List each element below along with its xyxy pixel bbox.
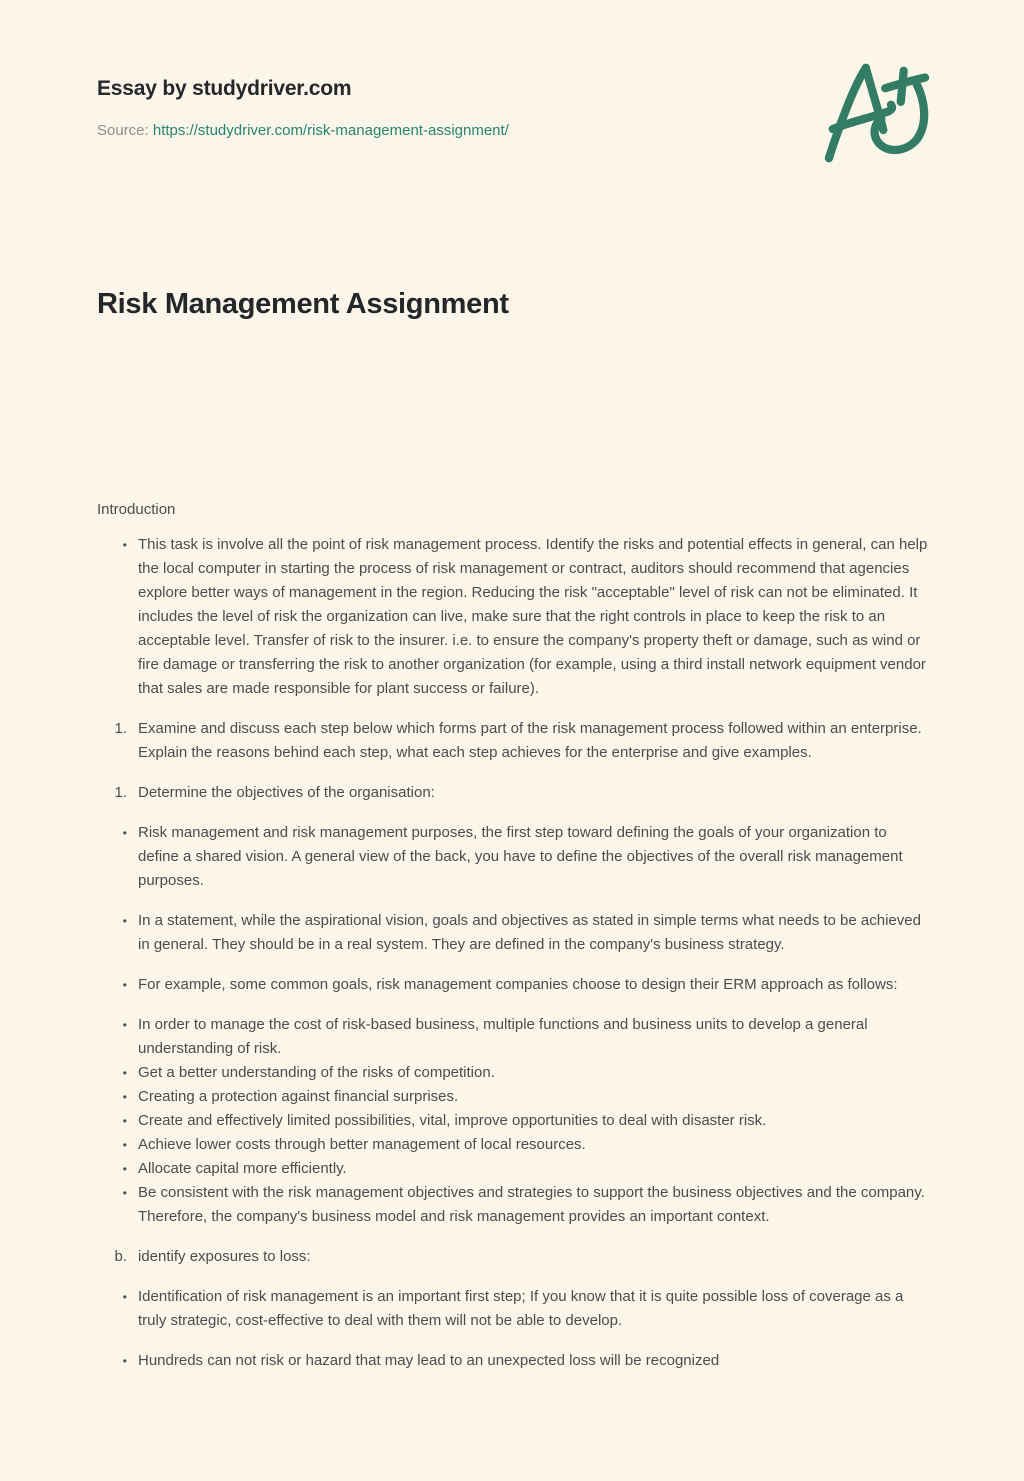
list-item <box>97 1109 930 1133</box>
list-marker: • <box>122 1089 127 1104</box>
list-item-text: Get a better understanding of the risks of competition. <box>138 1063 495 1081</box>
list-item-text: Determine the objectives of the organisation: <box>138 783 435 801</box>
header-title: Essay by studydriver.com <box>97 77 352 100</box>
aplus-logo-icon <box>823 62 930 169</box>
list-item <box>97 909 930 957</box>
list-item-text: Achieve lower costs through better management of local resources. <box>138 1135 586 1153</box>
list-item <box>97 1245 930 1269</box>
list-item <box>97 1085 930 1109</box>
source-label: Source: <box>97 122 149 140</box>
source-row <box>97 121 509 141</box>
list-item <box>97 1349 930 1373</box>
page-header <box>97 76 930 169</box>
list-item <box>97 1285 930 1333</box>
document-title: Risk Management Assignment <box>97 288 509 320</box>
list-marker: • <box>122 977 127 992</box>
list-item-text: identify exposures to loss: <box>138 1247 311 1265</box>
header-text-group <box>97 76 509 141</box>
list-item-text: For example, some common goals, risk management companies choose to design their ERM approach as follows: <box>138 975 898 993</box>
list-item <box>97 973 930 997</box>
list-marker: • <box>122 1289 127 1304</box>
content-blocks <box>97 517 930 1373</box>
source-link[interactable]: https://studydriver.com/risk-management-assignment/ <box>152 122 509 140</box>
list-item-text: Allocate capital more efficiently. <box>138 1159 347 1177</box>
list-item <box>97 1061 930 1085</box>
list-item <box>97 533 930 701</box>
list-item <box>97 717 930 765</box>
list-marker: • <box>122 1113 127 1128</box>
list-item-text: Create and effectively limited possibilities, vital, improve opportunities to deal with disaster risk. <box>138 1111 767 1129</box>
list-item <box>97 781 930 805</box>
list-item <box>97 1157 930 1181</box>
list-marker: b. <box>114 1247 127 1265</box>
list-item <box>97 1013 930 1061</box>
list-item-text: Identification of risk management is an important first step; If you know that it is quite possible loss of coverage as a truly strategic, cost-effective to deal with them will not be able to develop. <box>138 1287 904 1329</box>
list-marker: • <box>122 1137 127 1152</box>
list-item-text: Creating a protection against financial surprises. <box>138 1087 459 1105</box>
list-item <box>97 821 930 893</box>
list-marker: • <box>122 1017 127 1032</box>
list-item-text: This task is involve all the point of risk management process. Identify the risks and potential effects in general, can help the local computer in starting the process of risk management or contract, auditors should recommend that agencies explore better ways of management in the region. Reducing the risk "acceptable" level of risk can not be eliminated. It includes the level of risk the organization can live, make sure that the right controls in place to keep the risk to an acceptable level. Transfer of risk to the insurer. i.e. to ensure the company's property theft or damage, such as wind or fire damage or transferring the risk to another organization (for example, using a third install network equipment vendor that sales are made responsible for plant success or failure). <box>138 535 928 697</box>
list-item-text: Risk management and risk management purposes, the first step toward defining the goals of your organization to define a shared vision. A general view of the back, you have to define the objectives of the overall risk management purposes. <box>138 823 903 889</box>
list-marker: • <box>122 1065 127 1080</box>
list-marker: • <box>122 1185 127 1200</box>
list-item <box>97 1133 930 1157</box>
list-marker: • <box>122 1161 127 1176</box>
list-item-text: In order to manage the cost of risk-based business, multiple functions and business units to develop a general understanding of risk. <box>138 1015 868 1057</box>
list-marker: 1. <box>114 783 127 801</box>
list-marker: • <box>122 825 127 840</box>
list-marker: • <box>122 537 127 552</box>
list-item-text: Hundreds can not risk or hazard that may lead to an unexpected loss will be recognized <box>138 1351 720 1369</box>
list-item <box>97 1181 930 1229</box>
list-marker: • <box>122 1353 127 1368</box>
list-item-text: In a statement, while the aspirational vision, goals and objectives as stated in simple terms what needs to be achieved in general. They should be in a real system. They are defined in the company's business strategy. <box>138 911 921 953</box>
list-item-text: Be consistent with the risk management objectives and strategies to support the business objectives and the company. Therefore, the company's business model and risk management provides an important context. <box>138 1183 925 1225</box>
list-item-text: Examine and discuss each step below which forms part of the risk management process followed within an enterprise. Explain the reasons behind each step, what each step achieves for the enterprise and give examples. <box>138 719 922 761</box>
list-marker: • <box>122 913 127 928</box>
list-marker: 1. <box>114 719 127 737</box>
introduction-label: Introduction <box>97 500 176 518</box>
